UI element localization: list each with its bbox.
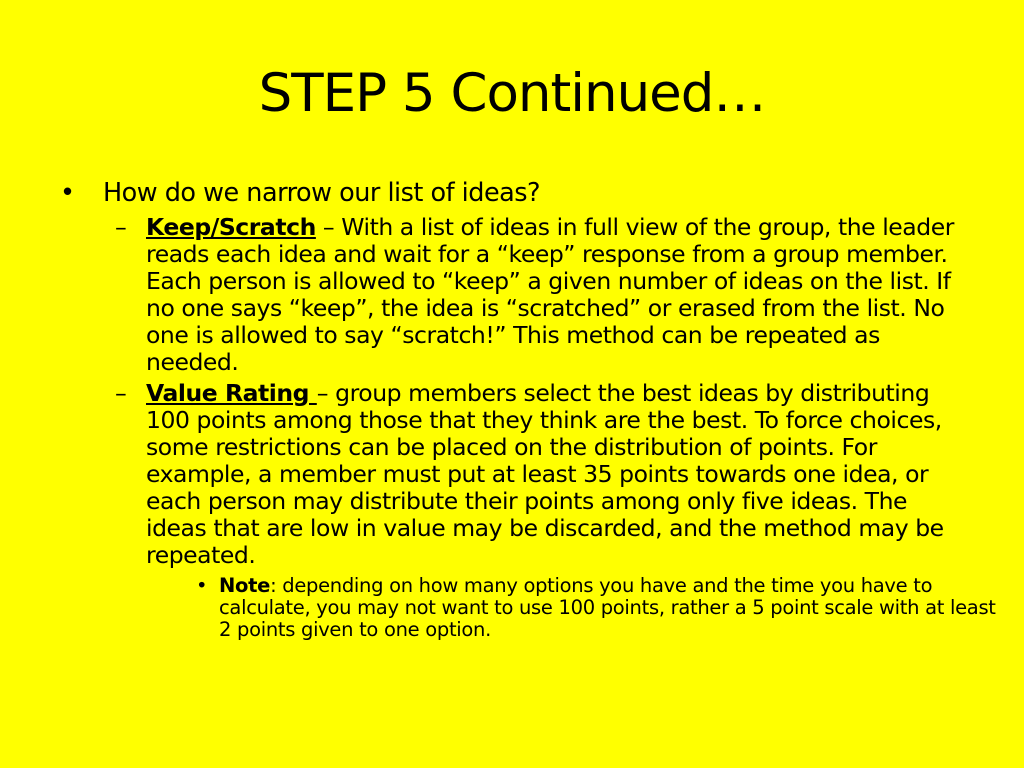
method-item-value-rating [115, 379, 996, 641]
slide-content [60, 178, 996, 645]
main-point-text: How do we narrow our list of ideas? [103, 178, 541, 208]
main-bullet-point [60, 178, 980, 208]
bullet-icon: • [196, 574, 208, 597]
method-term: Value Rating [146, 379, 317, 407]
method-term: Keep/Scratch [146, 213, 316, 241]
note-list [146, 575, 996, 641]
methods-list [60, 213, 996, 641]
dash-icon: – [115, 213, 127, 241]
dash-icon: – [115, 379, 127, 407]
bullet-icon: • [60, 178, 75, 208]
note-label: Note [219, 574, 271, 597]
method-description: – group members select the best ideas by distributing 100 points among those that they think are the best. To force choices, some restrictions can be placed on the distribution of points. For example, a member must put at least 35 points towards one idea, or each person may distribute their points among only five ideas. The ideas that are low in value may be discarded, and the method may be repeated. [146, 379, 944, 569]
note-item [196, 575, 996, 641]
note-text: : depending on how many options you have and the time you have to calculate, you may not want to use 100 points, rather a 5 point scale with at least 2 points given to one option. [219, 574, 996, 641]
method-description: – With a list of ideas in full view of the group, the leader reads each idea and wait for a “keep” response from a group member. Each person is allowed to “keep” a given number of ideas on the list. If no one says “keep”, the idea is “scratched” or erased from the list. No one is allowed to say “scratch!” This method can be repeated as needed. [146, 213, 954, 376]
slide-title: STEP 5 Continued… [258, 63, 766, 124]
method-item-keep-scratch [115, 214, 965, 376]
